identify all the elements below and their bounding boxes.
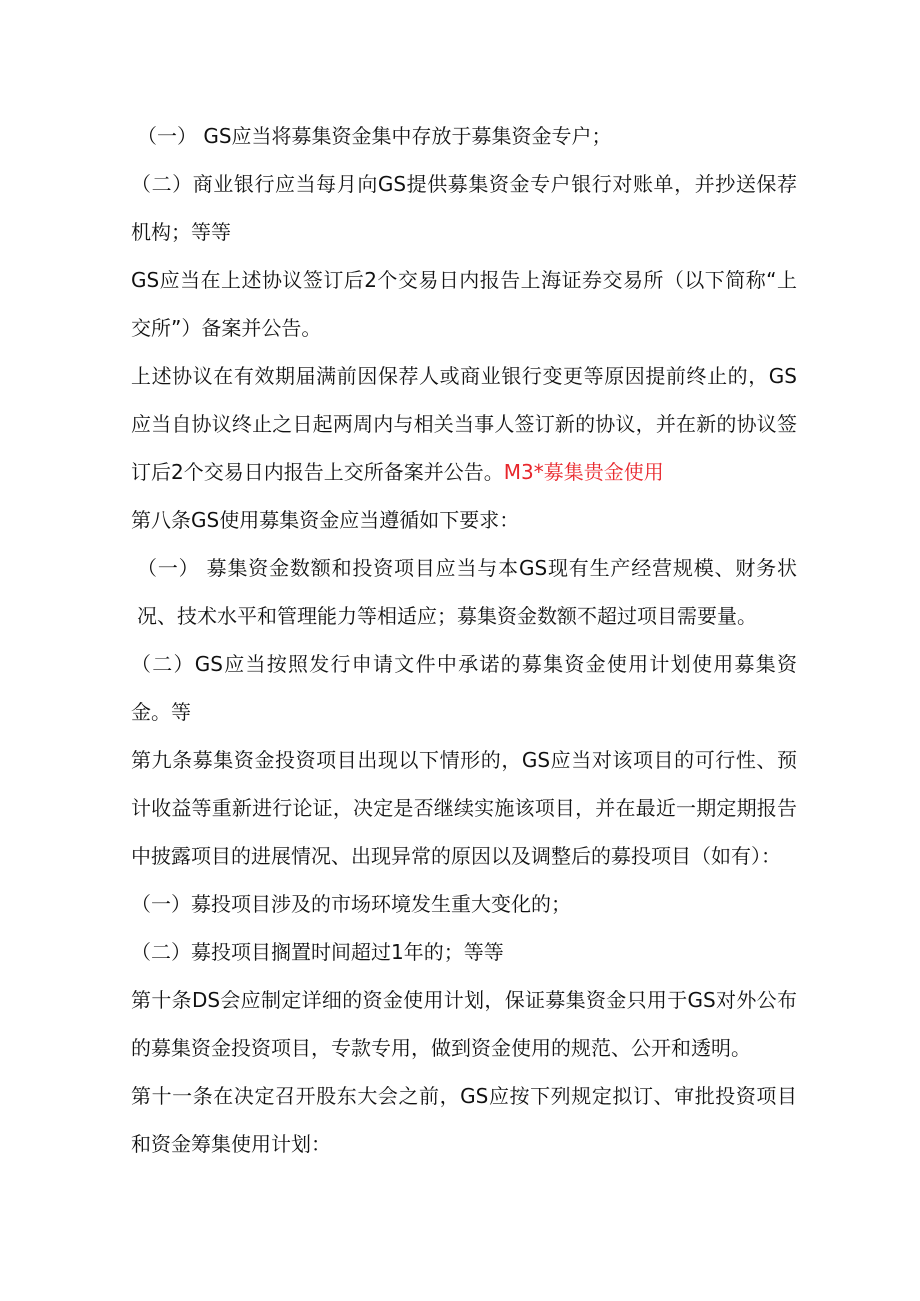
paragraph-4 [131, 352, 797, 496]
paragraph-3: GS应当在上述协议签订后2个交易日内报告上海证券交易所（以下简称“上交所”）备案并公告。 [131, 268, 797, 340]
paragraph-1: （一） GS应当将募集资金集中存放于募集资金专户； [137, 124, 612, 148]
article-8-heading: 第八条GS使用募集资金应当遵循如下要求： [131, 508, 520, 532]
paragraph-2: （二）商业银行应当每月向GS提供募集资金专户银行对账单，并抄送保荐机构；等等 [131, 172, 797, 244]
paragraph-7: （二）GS应当按照发行申请文件中承诺的募集资金使用计划使用募集资金。等 [131, 652, 797, 724]
paragraph-10: （二）募投项目搁置时间超过1年的；等等 [131, 940, 504, 964]
paragraph-6: （一） 募集资金数额和投资项目应当与本GS现有生产经营规模、财务状况、技术水平和管理能力等相适应；募集资金数额不超过项目需要量。 [137, 556, 797, 628]
red-annotation: M3*募集贵金使用 [503, 460, 664, 484]
document-body [131, 112, 797, 1168]
article-9: 第九条募集资金投资项目出现以下情形的，GS应当对该项目的可行性、预计收益等重新进行论证，决定是否继续实施该项目，并在最近一期定期报告中披露项目的进展情况、出现异常的原因以及调整后的募投项目（如有）： [131, 748, 797, 868]
paragraph-4-text: 上述协议在有效期届满前因保荐人或商业银行变更等原因提前终止的，GS应当自协议终止之日起两周内与相关当事人签订新的协议，并在新的协议签订后2个交易日内报告上交所备案并公告。 [131, 364, 797, 484]
paragraph-9: （一）募投项目涉及的市场环境发生重大变化的； [131, 892, 571, 916]
article-11: 第十一条在决定召开股东大会之前，GS应按下列规定拟订、审批投资项目和资金筹集使用计划： [131, 1084, 797, 1156]
article-10: 第十条DS会应制定详细的资金使用计划，保证募集资金只用于GS对外公布的募集资金投资项目，专款专用，做到资金使用的规范、公开和透明。 [131, 988, 797, 1060]
